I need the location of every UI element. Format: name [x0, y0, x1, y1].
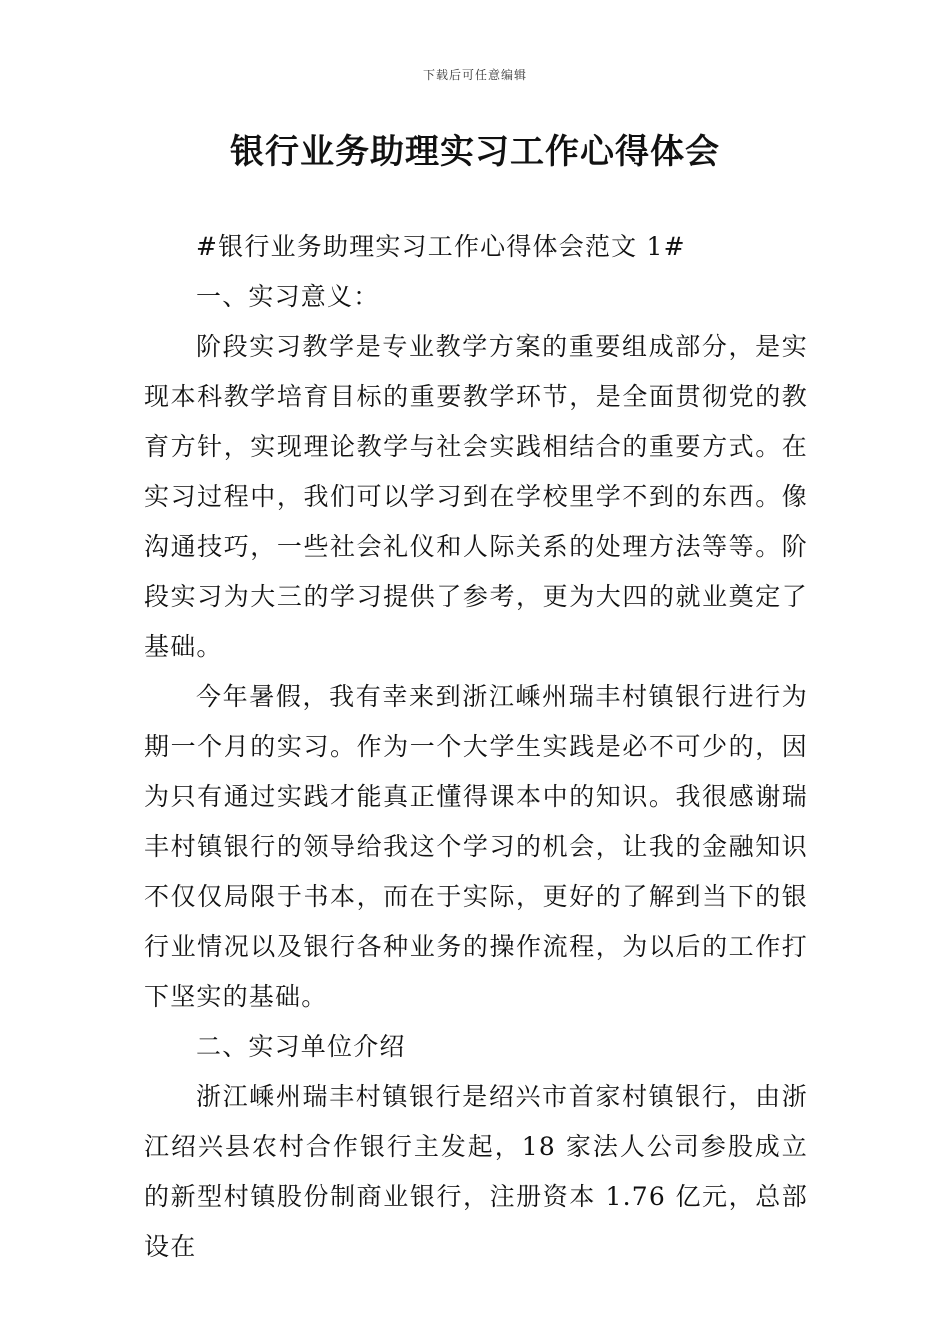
paragraph-internship-experience: 今年暑假，我有幸来到浙江嵊州瑞丰村镇银行进行为期一个月的实习。作为一个大学生实践是必不可少的，因为只有通过实践才能真正懂得课本中的知识。我很感谢瑞丰村镇银行的领导给我这个学习的机会，让我的金融知识不仅仅局限于书本，而在于实际，更好的了解到当下的银行业情况以及银行各种业务的操作流程，为以后的工作打下坚实的基础。	[144, 682, 808, 1011]
section-heading-unit-intro: 二、实习单位介绍	[196, 1032, 406, 1061]
header-note: 下载后可任意编辑	[422, 68, 527, 82]
paragraph-unit-intro: 浙江嵊州瑞丰村镇银行是绍兴市首家村镇银行，由浙江绍兴县农村合作银行主发起，18 家法人公司参股成立的新型村镇股份制商业银行，注册资本 1.76 亿元，总部设在	[144, 1082, 808, 1261]
document-body	[144, 222, 808, 1272]
section-subtitle: #银行业务助理实习工作心得体会范文 1#	[196, 232, 686, 261]
document-title: 银行业务助理实习工作心得体会	[230, 132, 720, 172]
section-heading-significance: 一、实习意义：	[196, 282, 380, 311]
paragraph-significance: 阶段实习教学是专业教学方案的重要组成部分，是实现本科教学培育目标的重要教学环节，是全面贯彻党的教育方针，实现理论教学与社会实践相结合的重要方式。在实习过程中，我们可以学习到在学校里学不到的东西。像沟通技巧，一些社会礼仪和人际关系的处理方法等等。阶段实习为大三的学习提供了参考，更为大四的就业奠定了基础。	[144, 332, 808, 661]
